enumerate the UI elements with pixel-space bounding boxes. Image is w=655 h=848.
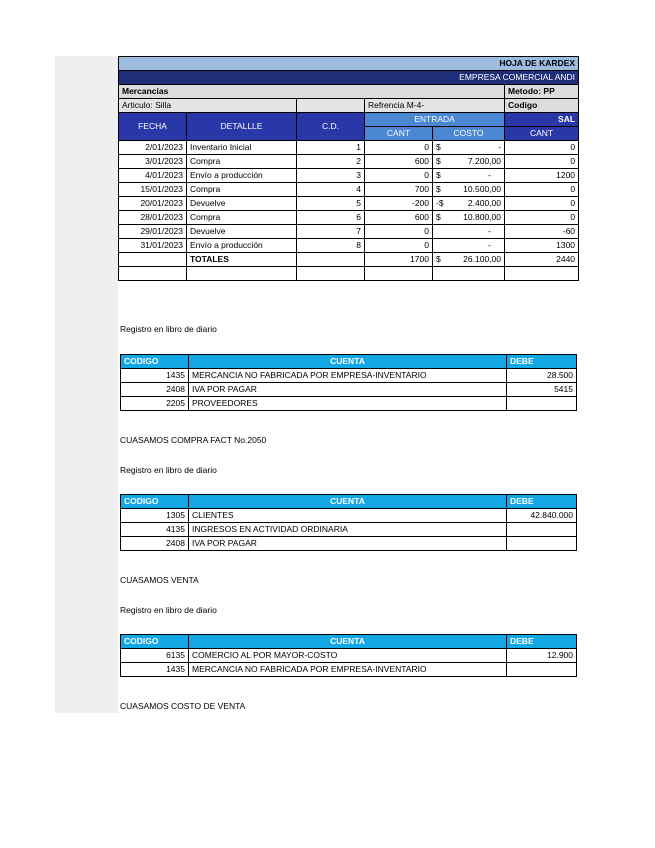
row-cant: -200	[365, 197, 433, 211]
row-amount: -	[488, 226, 491, 236]
header-cant: CANT	[365, 127, 433, 141]
table-row	[121, 509, 577, 523]
row-fecha: 28/01/2023	[119, 211, 187, 225]
row-cd: 2	[297, 155, 365, 169]
row-codigo: 1435	[121, 369, 189, 383]
journal-heading: Registro en libro de diario	[120, 324, 217, 334]
col-debe: DEBE	[507, 355, 577, 369]
row-detalle: Envío a producción	[187, 169, 297, 183]
mercancias-label: Mercancias	[119, 85, 505, 99]
row-amount: 10.800,00	[463, 212, 501, 222]
row-cant: 700	[365, 183, 433, 197]
row-detalle: Inventario Inicial	[187, 141, 297, 155]
table-row	[119, 141, 579, 155]
row-codigo: 4135	[121, 523, 189, 537]
row-cant: 600	[365, 155, 433, 169]
row-currency: $	[436, 184, 441, 194]
row-cant: 0	[365, 169, 433, 183]
row-cd: 6	[297, 211, 365, 225]
row-currency: $	[436, 142, 441, 152]
journal-note: CUASAMOS VENTA	[120, 575, 199, 585]
table-row	[119, 211, 579, 225]
row-currency: $	[436, 170, 441, 180]
row-debe: 28.500	[507, 369, 577, 383]
row-cuenta: COMERCIO AL POR MAYOR-COSTO	[189, 649, 507, 663]
row-currency: -$	[436, 198, 444, 208]
company-name: EMPRESA COMERCIAL ANDI	[119, 71, 579, 85]
header-entrada: ENTRADA	[365, 113, 505, 127]
table-row	[119, 155, 579, 169]
row-cuenta: INGRESOS EN ACTIVIDAD ORDINARIA	[189, 523, 507, 537]
row-debe: 42.840.000	[507, 509, 577, 523]
row-debe	[507, 523, 577, 537]
totals-cant: 1700	[365, 253, 433, 267]
codigo-label: Codigo	[505, 99, 579, 113]
row-currency: $	[436, 156, 441, 166]
row-detalle: Compra	[187, 211, 297, 225]
row-codigo: 2205	[121, 397, 189, 411]
row-detalle: Compra	[187, 155, 297, 169]
row-detalle: Devuelve	[187, 225, 297, 239]
header-cant-salida: CANT	[505, 127, 579, 141]
row-costo	[433, 225, 505, 239]
table-row	[121, 537, 577, 551]
row-amount: 10.500,00	[463, 184, 501, 194]
row-salida: 0	[505, 197, 579, 211]
row-debe	[507, 663, 577, 677]
sheet-gutter	[55, 56, 118, 713]
totals-blank	[297, 253, 365, 267]
totals-row	[119, 253, 579, 267]
row-costo	[433, 211, 505, 225]
blank-cell	[297, 99, 365, 113]
journal-note: CUASAMOS COSTO DE VENTA	[120, 701, 246, 711]
totals-blank	[119, 253, 187, 267]
row-cd: 3	[297, 169, 365, 183]
totals-currency: $	[436, 254, 441, 264]
col-debe: DEBE	[507, 635, 577, 649]
table-row	[121, 397, 577, 411]
row-cd: 4	[297, 183, 365, 197]
row-currency: $	[436, 212, 441, 222]
row-amount: -	[488, 170, 491, 180]
row-codigo: 2408	[121, 383, 189, 397]
referencia-label: Refrencia M-4-	[365, 99, 505, 113]
row-amount: -	[488, 240, 491, 250]
row-fecha: 29/01/2023	[119, 225, 187, 239]
row-salida: 1200	[505, 169, 579, 183]
row-cuenta: IVA POR PAGAR	[189, 537, 507, 551]
row-fecha: 4/01/2023	[119, 169, 187, 183]
col-codigo: CODIGO	[121, 355, 189, 369]
row-costo	[433, 183, 505, 197]
row-fecha: 20/01/2023	[119, 197, 187, 211]
row-salida: -60	[505, 225, 579, 239]
journal-table	[120, 634, 577, 677]
metodo-label: Metodo: PP	[505, 85, 579, 99]
row-costo	[433, 141, 505, 155]
totals-amount: 26.100,00	[463, 254, 501, 264]
table-row	[121, 523, 577, 537]
col-cuenta: CUENTA	[189, 355, 507, 369]
row-debe: 5415	[507, 383, 577, 397]
articulo-label: Articulo: Silla	[119, 99, 297, 113]
row-fecha: 31/01/2023	[119, 239, 187, 253]
table-row	[119, 183, 579, 197]
header-detalle: DETALLLE	[187, 113, 297, 141]
journal-heading: Registro en libro de diario	[120, 465, 217, 475]
journal-table	[120, 494, 577, 551]
table-row	[119, 197, 579, 211]
kardex-title: HOJA DE KARDEX	[119, 57, 579, 71]
row-amount: 2.400,00	[467, 198, 501, 208]
header-costo: COSTO	[433, 127, 505, 141]
row-detalle: Envío a producción	[187, 239, 297, 253]
table-row	[121, 663, 577, 677]
totals-label: TOTALES	[187, 253, 297, 267]
row-debe	[507, 397, 577, 411]
row-cd: 5	[297, 197, 365, 211]
table-row	[119, 169, 579, 183]
row-amount: 7.200,00	[467, 156, 501, 166]
row-cd: 8	[297, 239, 365, 253]
row-cd: 7	[297, 225, 365, 239]
row-detalle: Compra	[187, 183, 297, 197]
col-codigo: CODIGO	[121, 495, 189, 509]
row-cuenta: MERCANCIA NO FABRICADA POR EMPRESA-INVENTARIO	[189, 369, 507, 383]
empty-row	[119, 267, 579, 281]
totals-salida: 2440	[505, 253, 579, 267]
row-salida: 0	[505, 211, 579, 225]
row-salida: 0	[505, 141, 579, 155]
col-cuenta: CUENTA	[189, 495, 507, 509]
table-row	[121, 649, 577, 663]
row-costo	[433, 239, 505, 253]
row-cd: 1	[297, 141, 365, 155]
table-row	[121, 383, 577, 397]
row-cant: 0	[365, 239, 433, 253]
col-codigo: CODIGO	[121, 635, 189, 649]
table-row	[119, 225, 579, 239]
row-salida: 0	[505, 183, 579, 197]
row-amount: -	[498, 142, 501, 152]
kardex-table	[118, 56, 579, 281]
row-costo	[433, 197, 505, 211]
row-debe	[507, 537, 577, 551]
journal-note: CUASAMOS COMPRA FACT No.2050	[120, 435, 267, 445]
table-row	[121, 369, 577, 383]
row-salida: 1300	[505, 239, 579, 253]
row-cant: 0	[365, 225, 433, 239]
row-debe: 12.900	[507, 649, 577, 663]
col-debe: DEBE	[507, 495, 577, 509]
row-cant: 0	[365, 141, 433, 155]
row-cuenta: IVA POR PAGAR	[189, 383, 507, 397]
row-costo	[433, 155, 505, 169]
row-codigo: 2408	[121, 537, 189, 551]
row-fecha: 15/01/2023	[119, 183, 187, 197]
journal-table	[120, 354, 577, 411]
row-cant: 600	[365, 211, 433, 225]
col-cuenta: CUENTA	[189, 635, 507, 649]
row-salida: 0	[505, 155, 579, 169]
row-costo	[433, 169, 505, 183]
row-codigo: 6135	[121, 649, 189, 663]
row-codigo: 1305	[121, 509, 189, 523]
row-codigo: 1435	[121, 663, 189, 677]
header-salida: SAL	[505, 113, 579, 127]
table-row	[119, 239, 579, 253]
totals-costo	[433, 253, 505, 267]
row-detalle: Devuelve	[187, 197, 297, 211]
row-fecha: 2/01/2023	[119, 141, 187, 155]
row-cuenta: MERCANCIA NO FABRICADA POR EMPRESA-INVENTARIO	[189, 663, 507, 677]
header-fecha: FECHA	[119, 113, 187, 141]
row-fecha: 3/01/2023	[119, 155, 187, 169]
row-cuenta: CLIENTES	[189, 509, 507, 523]
header-cd: C.D.	[297, 113, 365, 141]
row-cuenta: PROVEEDORES	[189, 397, 507, 411]
journal-heading: Registro en libro de diario	[120, 605, 217, 615]
